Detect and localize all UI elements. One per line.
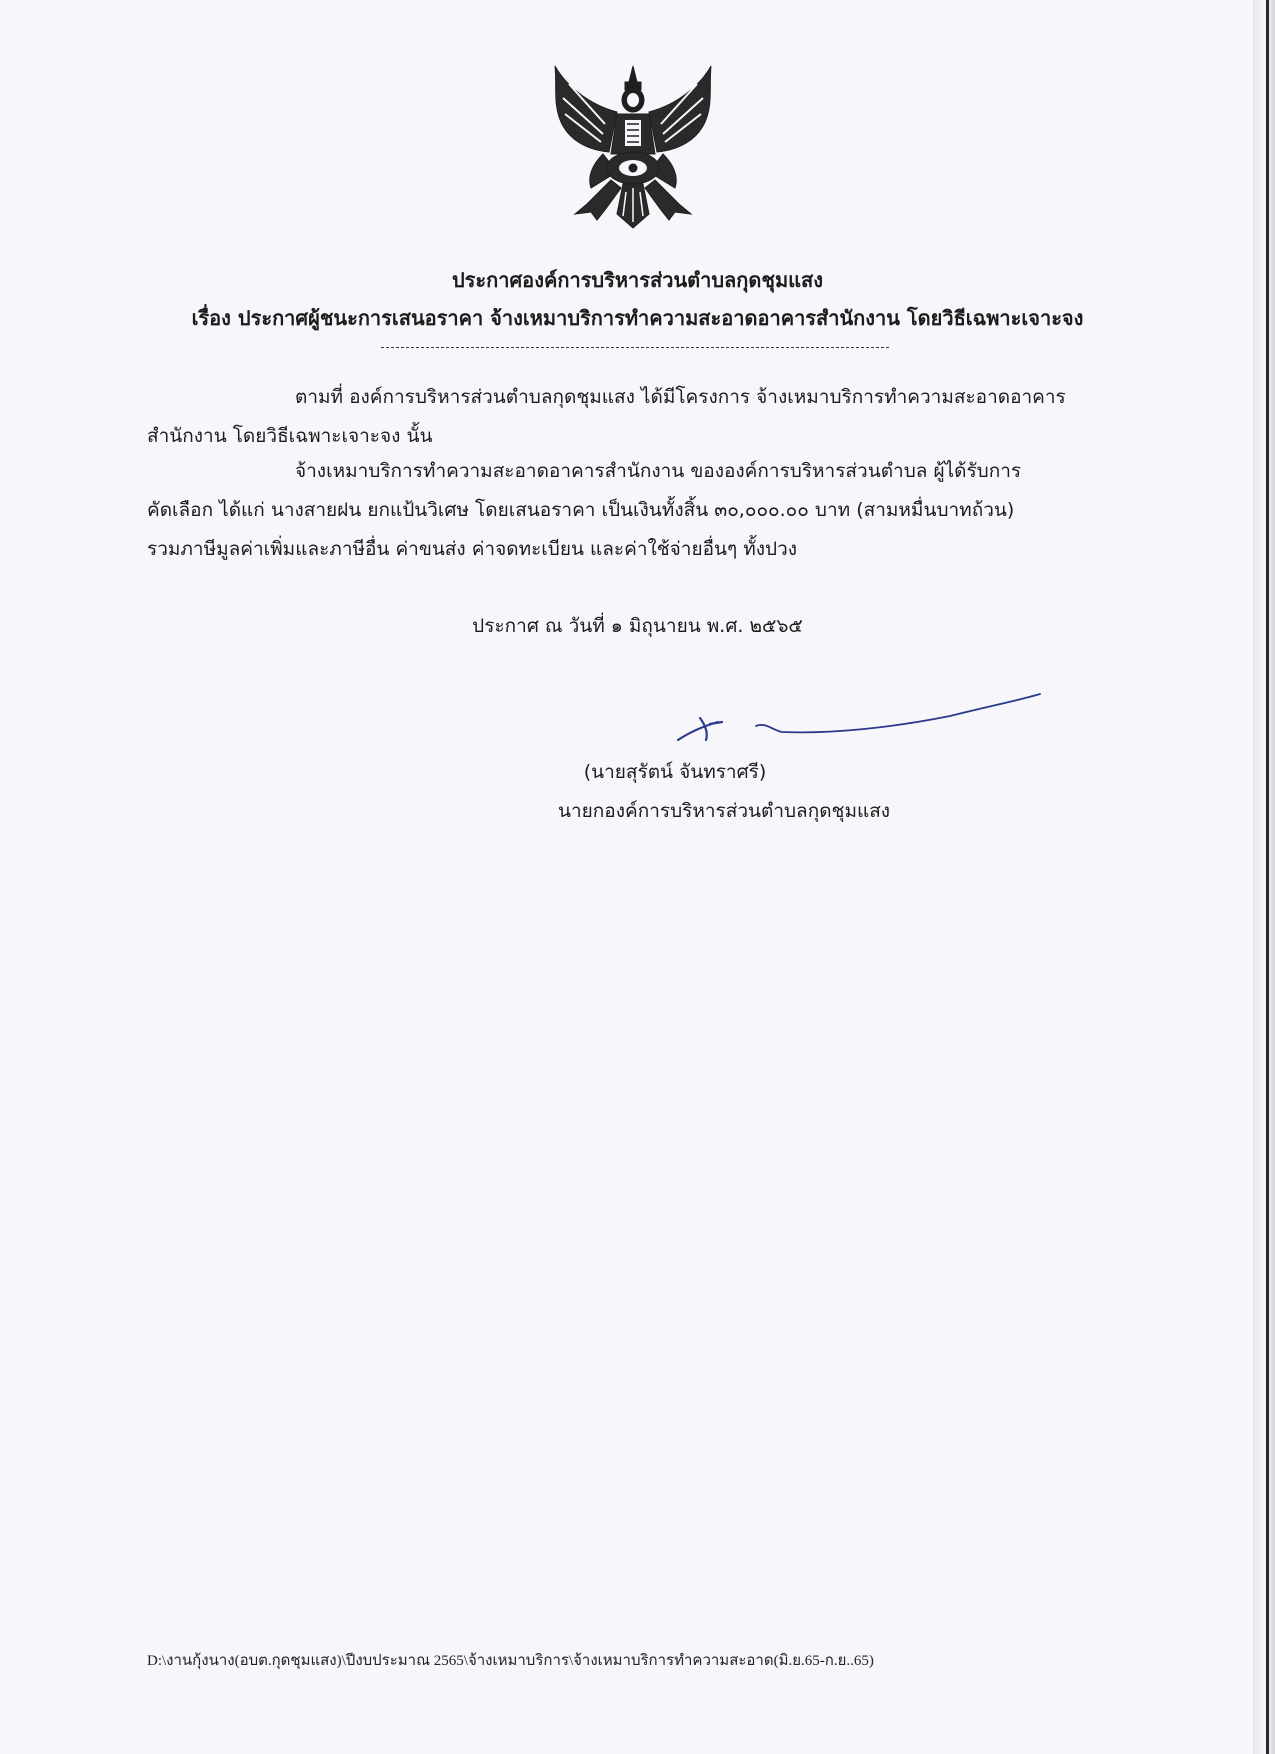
paragraph-2-line-3: รวมภาษีมูลค่าเพิ่มและภาษีอื่น ค่าขนส่ง ค่าจดทะเบียน และค่าใช้จ่ายอื่นๆ ทั้งปวง — [147, 538, 798, 560]
document-title: ประกาศองค์การบริหารส่วนตำบลกุดชุมแสง — [451, 268, 824, 292]
scan-edge-line — [1266, 0, 1269, 1754]
paragraph-1-line-1: ตามที่ องค์การบริหารส่วนตำบลกุดชุมแสง ได้มีโครงการ จ้างเหมาบริการทำความสะอาดอาคาร — [295, 386, 1066, 408]
paragraph-2-line-2: คัดเลือก ได้แก่ นางสายฝน ยกแป้นวิเศษ โดยเสนอราคา เป็นเงินทั้งสิ้น ๓๐,๐๐๐.๐๐ บาท (สามหมื่นบาทถ้วน) — [147, 499, 1015, 521]
scan-edge — [1253, 0, 1275, 1754]
paragraph-2-line-1: จ้างเหมาบริการทำความสะอาดอาคารสำนักงาน ขององค์การบริหารส่วนตำบล ผู้ได้รับการ — [295, 460, 1022, 482]
signer-position: นายกองค์การบริหารส่วนตำบลกุดชุมแสง — [558, 800, 891, 822]
handwritten-signature — [670, 682, 1050, 746]
separator-line — [381, 347, 889, 348]
garuda-emblem-icon — [547, 64, 719, 230]
footer-file-path: D:\งานกุ้งนาง(อบต.กุดชุมแสง)\ปีงบประมาณ 2565\จ้างเหมาบริการ\จ้างเหมาบริการทำความสะอาด(มิ.ย.65-ก.ย..65) — [147, 1653, 874, 1669]
document-subject: เรื่อง ประกาศผู้ชนะการเสนอราคา จ้างเหมาบริการทำความสะอาดอาคารสำนักงาน โดยวิธีเฉพาะเจาะจง — [191, 306, 1084, 330]
signer-name: (นายสุรัตน์ จันทราศรี) — [583, 761, 767, 783]
announcement-date: ประกาศ ณ วันที่ ๑ มิถุนายน พ.ศ. ๒๕๖๕ — [472, 615, 803, 637]
paragraph-1-line-2: สำนักงาน โดยวิธีเฉพาะเจาะจง นั้น — [147, 425, 433, 447]
